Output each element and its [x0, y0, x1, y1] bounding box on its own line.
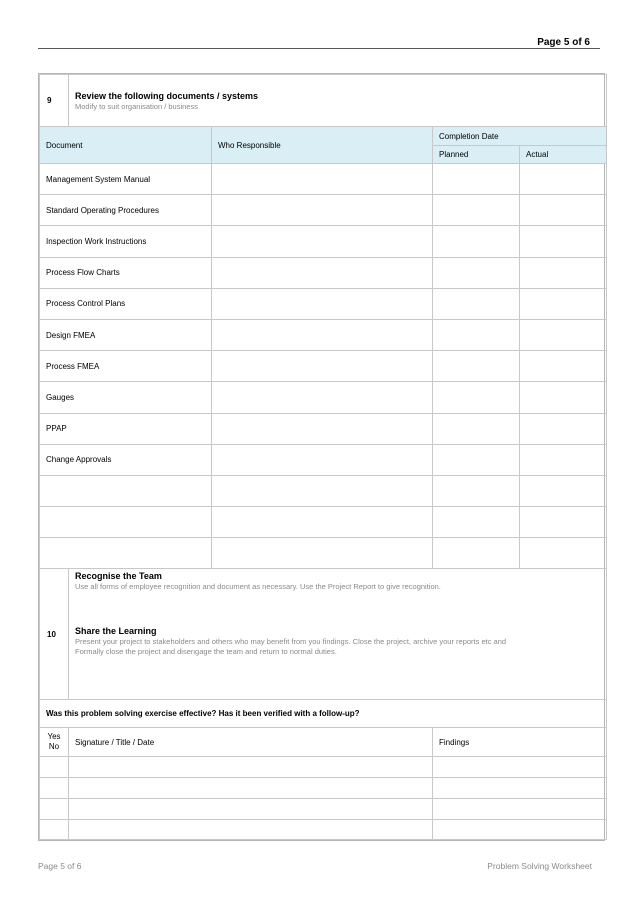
document-name-cell: Change Approvals	[40, 444, 212, 475]
findings-cell[interactable]	[433, 757, 607, 778]
planned-date-cell[interactable]	[433, 257, 520, 288]
planned-date-cell[interactable]	[433, 507, 520, 538]
footer-document-title: Problem Solving Worksheet	[487, 861, 592, 871]
document-row	[40, 351, 607, 382]
verification-question: Was this problem solving exercise effective? Has it been verified with a follow-up?	[40, 700, 607, 728]
learning-text-1: Present your project to stakeholders and others who may benefit from you findings. Close the project, archive your reports etc and	[75, 637, 507, 647]
findings-cell[interactable]	[433, 819, 607, 840]
verification-row	[40, 819, 607, 840]
section9-number: 9	[40, 75, 69, 127]
document-name-cell: PPAP	[40, 413, 212, 444]
actual-date-cell[interactable]	[520, 538, 607, 569]
col-completion-date: Completion Date	[433, 127, 607, 146]
document-name-cell: Process Control Plans	[40, 288, 212, 319]
yes-label: Yes	[47, 732, 61, 742]
section9-subtitle: Modify to suit organisation / business	[75, 101, 198, 111]
col-actual: Actual	[520, 146, 607, 164]
document-name-cell	[40, 538, 212, 569]
planned-date-cell[interactable]	[433, 351, 520, 382]
document-row	[40, 475, 607, 506]
document-name-cell: Process FMEA	[40, 351, 212, 382]
section9-title: Review the following documents / systems	[75, 90, 259, 101]
yes-no-cell[interactable]	[40, 757, 69, 778]
document-name-cell: Gauges	[40, 382, 212, 413]
document-row	[40, 538, 607, 569]
col-document: Document	[40, 127, 212, 164]
actual-date-cell[interactable]	[520, 164, 607, 195]
document-row	[40, 444, 607, 475]
learning-title: Share the Learning	[75, 626, 157, 637]
who-responsible-cell[interactable]	[212, 195, 433, 226]
actual-date-cell[interactable]	[520, 319, 607, 350]
planned-date-cell[interactable]	[433, 226, 520, 257]
who-responsible-cell[interactable]	[212, 538, 433, 569]
actual-date-cell[interactable]	[520, 195, 607, 226]
actual-date-cell[interactable]	[520, 444, 607, 475]
who-responsible-cell[interactable]	[212, 319, 433, 350]
no-label: No	[48, 742, 60, 752]
verification-row	[40, 757, 607, 778]
findings-cell[interactable]	[433, 778, 607, 799]
verification-header-row	[40, 728, 607, 757]
worksheet-table	[38, 73, 605, 841]
team-text: Use all forms of employee recognition and document as necessary. Use the Project Report to give recognition.	[75, 582, 441, 592]
page-number-header: Page 5 of 6	[537, 37, 590, 48]
planned-date-cell[interactable]	[433, 319, 520, 350]
actual-date-cell[interactable]	[520, 507, 607, 538]
who-responsible-cell[interactable]	[212, 475, 433, 506]
planned-date-cell[interactable]	[433, 444, 520, 475]
document-name-cell: Process Flow Charts	[40, 257, 212, 288]
planned-date-cell[interactable]	[433, 164, 520, 195]
header-divider	[38, 48, 600, 49]
document-name-cell	[40, 475, 212, 506]
who-responsible-cell[interactable]	[212, 444, 433, 475]
yes-no-cell[interactable]	[40, 819, 69, 840]
planned-date-cell[interactable]	[433, 382, 520, 413]
signature-cell[interactable]	[69, 798, 433, 819]
findings-cell[interactable]	[433, 798, 607, 819]
who-responsible-cell[interactable]	[212, 507, 433, 538]
signature-cell[interactable]	[69, 819, 433, 840]
document-name-cell	[40, 507, 212, 538]
document-row	[40, 413, 607, 444]
actual-date-cell[interactable]	[520, 413, 607, 444]
planned-date-cell[interactable]	[433, 413, 520, 444]
footer-page-number: Page 5 of 6	[38, 861, 82, 871]
who-responsible-cell[interactable]	[212, 226, 433, 257]
verification-row	[40, 798, 607, 819]
planned-date-cell[interactable]	[433, 475, 520, 506]
actual-date-cell[interactable]	[520, 475, 607, 506]
document-row	[40, 382, 607, 413]
yes-no-cell[interactable]	[40, 798, 69, 819]
who-responsible-cell[interactable]	[212, 413, 433, 444]
document-name-cell: Inspection Work Instructions	[40, 226, 212, 257]
col-who-responsible: Who Responsible	[212, 127, 433, 164]
document-row	[40, 319, 607, 350]
signature-cell[interactable]	[69, 778, 433, 799]
yes-no-header	[40, 728, 69, 757]
document-name-cell: Standard Operating Procedures	[40, 195, 212, 226]
who-responsible-cell[interactable]	[212, 257, 433, 288]
document-row	[40, 226, 607, 257]
planned-date-cell[interactable]	[433, 195, 520, 226]
document-name-cell: Design FMEA	[40, 319, 212, 350]
document-row	[40, 257, 607, 288]
document-row	[40, 164, 607, 195]
col-planned: Planned	[433, 146, 520, 164]
planned-date-cell[interactable]	[433, 288, 520, 319]
planned-date-cell[interactable]	[433, 538, 520, 569]
learning-text-2: Formally close the project and disengage the team and return to normal duties.	[75, 647, 337, 657]
actual-date-cell[interactable]	[520, 382, 607, 413]
who-responsible-cell[interactable]	[212, 164, 433, 195]
section9-heading	[69, 75, 607, 127]
team-title: Recognise the Team	[75, 571, 162, 582]
yes-no-cell[interactable]	[40, 778, 69, 799]
document-row	[40, 507, 607, 538]
signature-header: Signature / Title / Date	[69, 728, 433, 757]
who-responsible-cell[interactable]	[212, 351, 433, 382]
verification-row	[40, 778, 607, 799]
actual-date-cell[interactable]	[520, 226, 607, 257]
document-row	[40, 195, 607, 226]
actual-date-cell[interactable]	[520, 351, 607, 382]
document-row	[40, 288, 607, 319]
who-responsible-cell[interactable]	[212, 382, 433, 413]
section10-number: 10	[40, 569, 69, 700]
section10-content	[69, 569, 607, 700]
findings-header: Findings	[433, 728, 607, 757]
who-responsible-cell[interactable]	[212, 288, 433, 319]
actual-date-cell[interactable]	[520, 288, 607, 319]
section10-row	[40, 569, 607, 700]
actual-date-cell[interactable]	[520, 257, 607, 288]
signature-cell[interactable]	[69, 757, 433, 778]
section9-header-row	[40, 75, 607, 127]
document-name-cell: Management System Manual	[40, 164, 212, 195]
verification-question-row	[40, 700, 607, 728]
column-header-row	[40, 127, 607, 146]
